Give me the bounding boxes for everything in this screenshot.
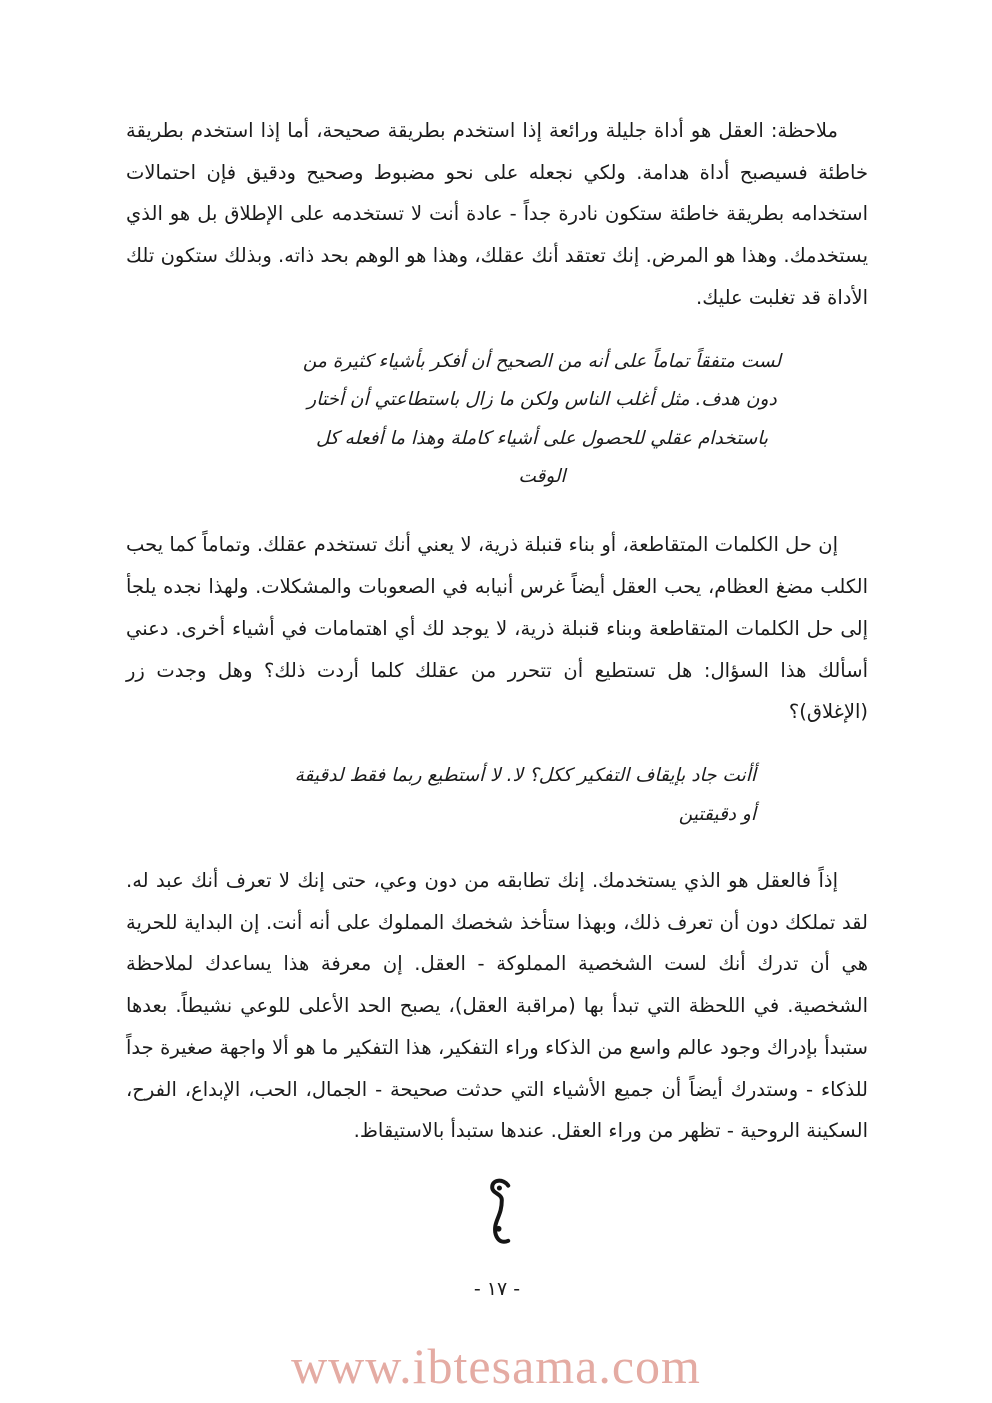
section-divider-icon (126, 1176, 868, 1252)
paragraph-mind-uses-you: إذاً فالعقل هو الذي يستخدمك. إنك تطابقه من دون وعي، حتى إنك لا تعرف أنك عبد له. لقد تملكك دون أن تعرف ذلك، وبهذا ستأخذ شخصك المملوك على أنه أنت. إن البداية للحرية هي أن تدرك أنك لست الشخصية المملوكة - العقل. إن معرفة هذا يساعدك لملاحظة الشخصية. في اللحظة التي تبدأ بها (مراقبة العقل)، يصبح الحد الأعلى للوعي نشيطاً. بعدها ستبدأ بإدراك وجود عالم واسع من الذكاء وراء التفكير، هذا التفكير ما هو ألا واجهة صغيرة جداً للذكاء - وستدرك أيضاً أن جميع الأشياء التي حدثت صحيحة - الجمال، الحب، الإبداع، الفرح، السكينة الروحية - تظهر من وراء العقل. عندها ستبدأ بالاستيقاظ. (126, 869, 868, 1143)
page-body (126, 110, 868, 1300)
watermark-url: www.ibtesama.com (291, 1338, 701, 1394)
quote-block-thinking-aimlessly: لست متفقاً تماماً على أنه من الصحيح أن أفكر بأشياء كثيرة من دون هدف. مثل أغلب الناس ولكن ما زال باستطاعتي أن أختار باستخدام عقلي للحصول على أشياء كاملة وهذا ما أفعله كل الوقت (302, 350, 782, 487)
page-number: - ١٧ - (473, 1278, 521, 1301)
quote-block-stop-thinking: أأنت جاد بإيقاف التفكير ككل؟ لا. لا أستطيع ربما فقط لدقيقة أو دقيقتين (294, 765, 756, 825)
paragraph-note-mind-tool: ملاحظة: العقل هو أداة جليلة ورائعة إذا استخدم بطريقة صحيحة، أما إذا استخدم بطريقة خاطئة فسيصبح أداة هدامة. ولكي نجعله على نحو مضبوط وصحيح ودقيق فإن احتمالات استخدامه بطريقة خاطئة ستكون نادرة جداً - عادة أنت لا تستخدمه على الإطلاق بل هو الذي يستخدمك. وهذا هو المرض. إنك تعتقد أنك عقلك، وهذا هو الوهم بحد ذاته. وبذلك ستكون تلك الأداة قد تغلبت عليك. (126, 119, 868, 309)
paragraph-crossword-bomb: إن حل الكلمات المتقاطعة، أو بناء قنبلة ذرية، لا يعني أنك تستخدم عقلك. وتماماً كما يحب الكلب مضغ العظام، يحب العقل أيضاً غرس أنيابه في الصعوبات والمشكلات. ولهذا نجده يلجأ إلى حل الكلمات المتقاطعة وبناء قنبلة ذرية، لا يوجد لك أي اهتمامات في أشياء أخرى. دعني أسألك هذا السؤال: هل تستطيع أن تتحرر من عقلك كلما أردت ذلك؟ وهل وجدت زر (الإغلاق)؟ (126, 533, 868, 724)
